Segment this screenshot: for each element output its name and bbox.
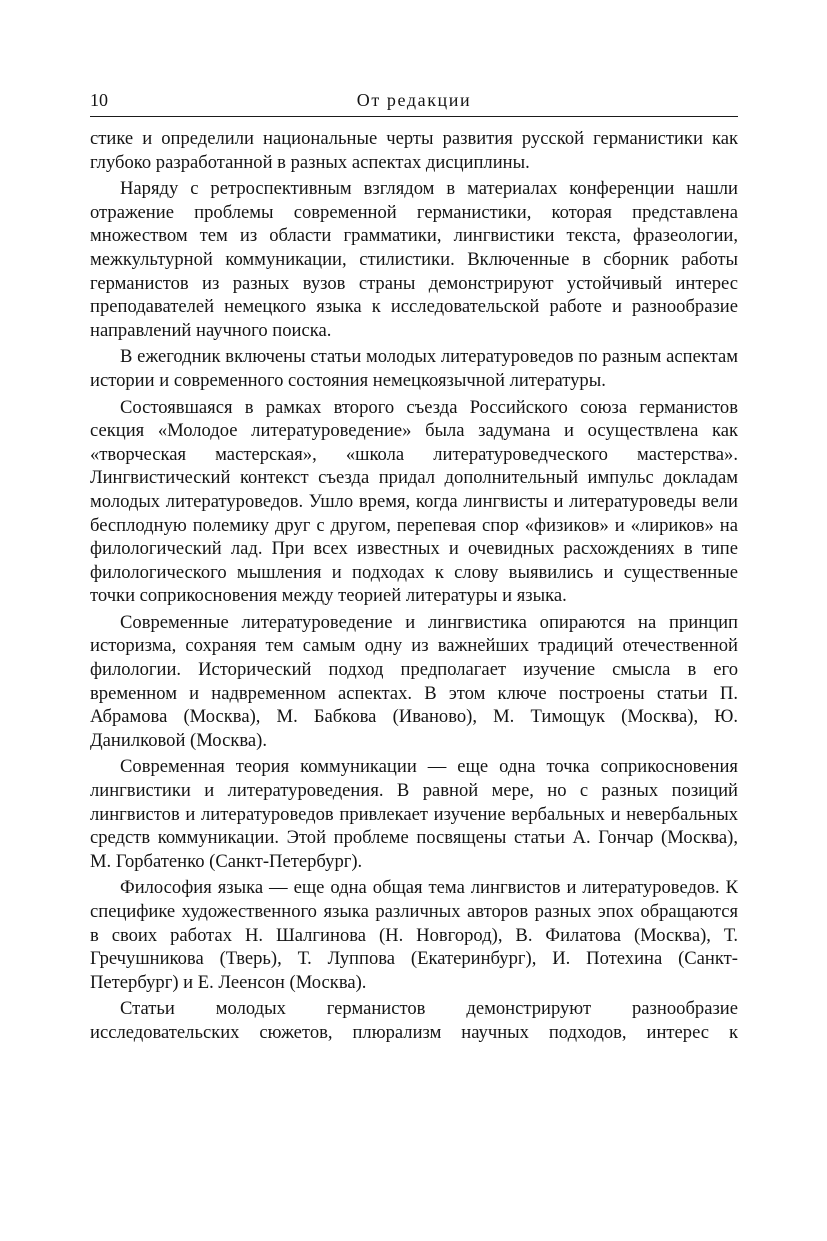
running-head (90, 84, 738, 117)
paragraph: Современная теория коммуникации — еще одна точка соприкосновения лингвистики и литературоведения. В равной мере, но с разных позиций лингвистов и литературоведов привлекает изучение вербальных и невербальных средств коммуникации. Этой проблеме посвящены статьи А. Гончар (Москва), М. Горбатенко (Санкт-Петербург). (90, 756, 738, 872)
running-title: От редакции (356, 90, 472, 110)
paragraph: Наряду с ретроспективным взглядом в материалах конференции нашли отражение проблемы современной германистики, которая представлена множеством тем из области грамматики, лингвистики текста, фразеологии, межкультурной коммуникации, стилистики. Включенные в сборник работы германистов из разных вузов страны демонстрируют устойчивый интерес преподавателей немецкого языка к исследовательской работе и разнообразие направлений научного поиска. (90, 178, 738, 341)
paragraph: Философия языка — еще одна общая тема лингвистов и литературоведов. К специфике художественного языка различных авторов разных эпох обращаются в своих работах Н. Шалгинова (Н. Новгород), В. Филатова (Москва), Т. Гречушникова (Тверь), Т. Луппова (Екатеринбург), И. Потехина (Санкт-Петербург) и Е. Леенсон (Москва). (90, 877, 738, 993)
book-page (90, 84, 738, 1045)
paragraph: Статьи молодых германистов демонстрируют разнообразие исследовательских сюжетов, плюрализм научных подходов, интерес к (90, 998, 738, 1043)
body-text (90, 117, 738, 1045)
paragraph: Состоявшаяся в рамках второго съезда Российского союза германистов секция «Молодое литературоведение» была задумана и осуществлена как «творческая мастерская», «школа литературоведческого мастерства». Лингвистический контекст съезда придал дополнительный импульс докладам молодых литературоведов. Ушло время, когда лингвисты и литературоведы вели бесплодную полемику друг с другом, перепевая спор «физиков» и «лириков» на филологический лад. При всех известных и очевидных расхождениях в типе филологического мышления и подходах к слову выявились и существенные точки соприкосновения между теорией литературы и языка. (90, 396, 738, 607)
paragraph: Современные литературоведение и лингвистика опираются на принцип историзма, сохраняя тем самым одну из важнейших традиций отечественной филологии. Исторический подход предполагает изучение смысла в его временном и надвременном аспектах. В этом ключе построены статьи П. Абрамова (Москва), М. Бабкова (Иваново), М. Тимощук (Москва), Ю. Данилковой (Москва). (90, 611, 738, 751)
page-number: 10 (90, 90, 108, 110)
paragraph: В ежегодник включены статьи молодых литературоведов по разным аспектам истории и современного состояния немецкоязычной литературы. (90, 346, 738, 391)
paragraph: стике и определили национальные черты развития русской германистики как глубоко разработанной в разных аспектах дисциплины. (90, 128, 738, 173)
